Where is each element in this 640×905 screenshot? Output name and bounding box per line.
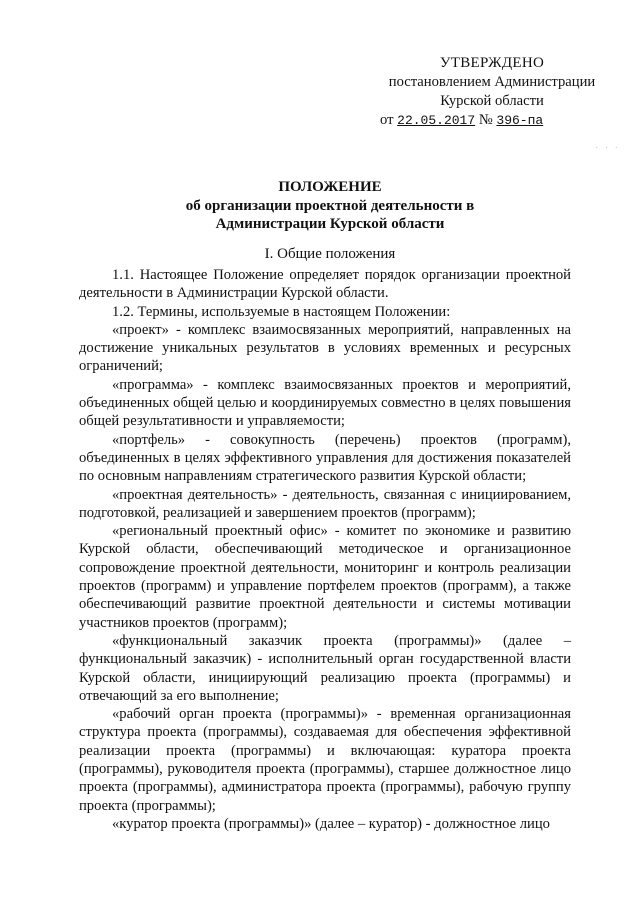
document-title — [100, 178, 560, 234]
approval-heading: УТВЕРЖДЕНО — [439, 55, 545, 71]
paragraph: «рабочий орган проекта (программы)» - временная организационная структура проекта (программы), создаваемая для обеспечения эффективной реализации проекта (программы) и включающая: куратора проекта (программы), руководителя проекта (программы), старшее должностное лицо проекта (программы), администратора проекта (программы), рабочую группу проекта (программы); — [79, 706, 571, 814]
date-prefix: от — [380, 112, 394, 128]
number-label: № — [478, 112, 493, 128]
approval-date: 22.05.2017 — [397, 113, 476, 128]
approval-number: 396-па — [496, 113, 544, 128]
approval-line-2: Курской области — [440, 93, 544, 109]
approval-date-line — [372, 111, 612, 130]
paragraph: «портфель» - совокупность (перечень) проектов (программ), объединенных в целях эффективного управления для достижения показателей по основным направлениям стратегического развития Курской области; — [79, 431, 571, 485]
title-line-2: об организации проектной деятельности в — [185, 197, 475, 214]
section-heading: I. Общие положения — [264, 246, 396, 262]
document-body — [79, 266, 571, 833]
paragraph: «функциональный заказчик проекта (программы)» (далее – функциональный заказчик) - исполнительный орган государственной власти Курской области, инициирующий реализацию проекта (программы) и отвечающий за его выполнение; — [79, 632, 571, 704]
paragraph: «куратор проекта (программы)» (далее – куратор) - должностное лицо — [112, 815, 550, 832]
paragraph: «проект» - комплекс взаимосвязанных мероприятий, направленных на достижение уникальных результатов в условиях временных и ресурсных ограничений; — [79, 321, 571, 375]
paragraph: «проектная деятельность» - деятельность, связанная с инициированием, подготовкой, реализацией и завершением проектов (программ); — [79, 486, 571, 521]
paragraph: «региональный проектный офис» - комитет по экономике и развитию Курской области, обеспечивающий методическое и организационное сопровождение проектной деятельности, мониторинг и контроль реализации проектов (программ) и управление портфелем проектов (программ), а также обеспечивающий развитие проектной деятельности и системы мотивации участников проектов (программ); — [79, 523, 571, 631]
paragraph: 1.2. Термины, используемые в настоящем Положении: — [112, 303, 451, 320]
scan-artifact: · · · — [595, 143, 620, 154]
paragraph: 1.1. Настоящее Положение определяет порядок организации проектной деятельности в Администрации Курской области. — [79, 267, 571, 302]
title-line-3: Администрации Курской области — [215, 216, 445, 232]
paragraph: «программа» - комплекс взаимосвязанных проектов и мероприятий, объединенных общей целью и координируемых совместно в целях повышения общей результативности и управляемости; — [79, 376, 571, 430]
approval-stamp — [372, 54, 612, 130]
title-line-1: ПОЛОЖЕНИЕ — [278, 179, 382, 195]
approval-line-1: постановлением Администрации — [388, 74, 596, 90]
